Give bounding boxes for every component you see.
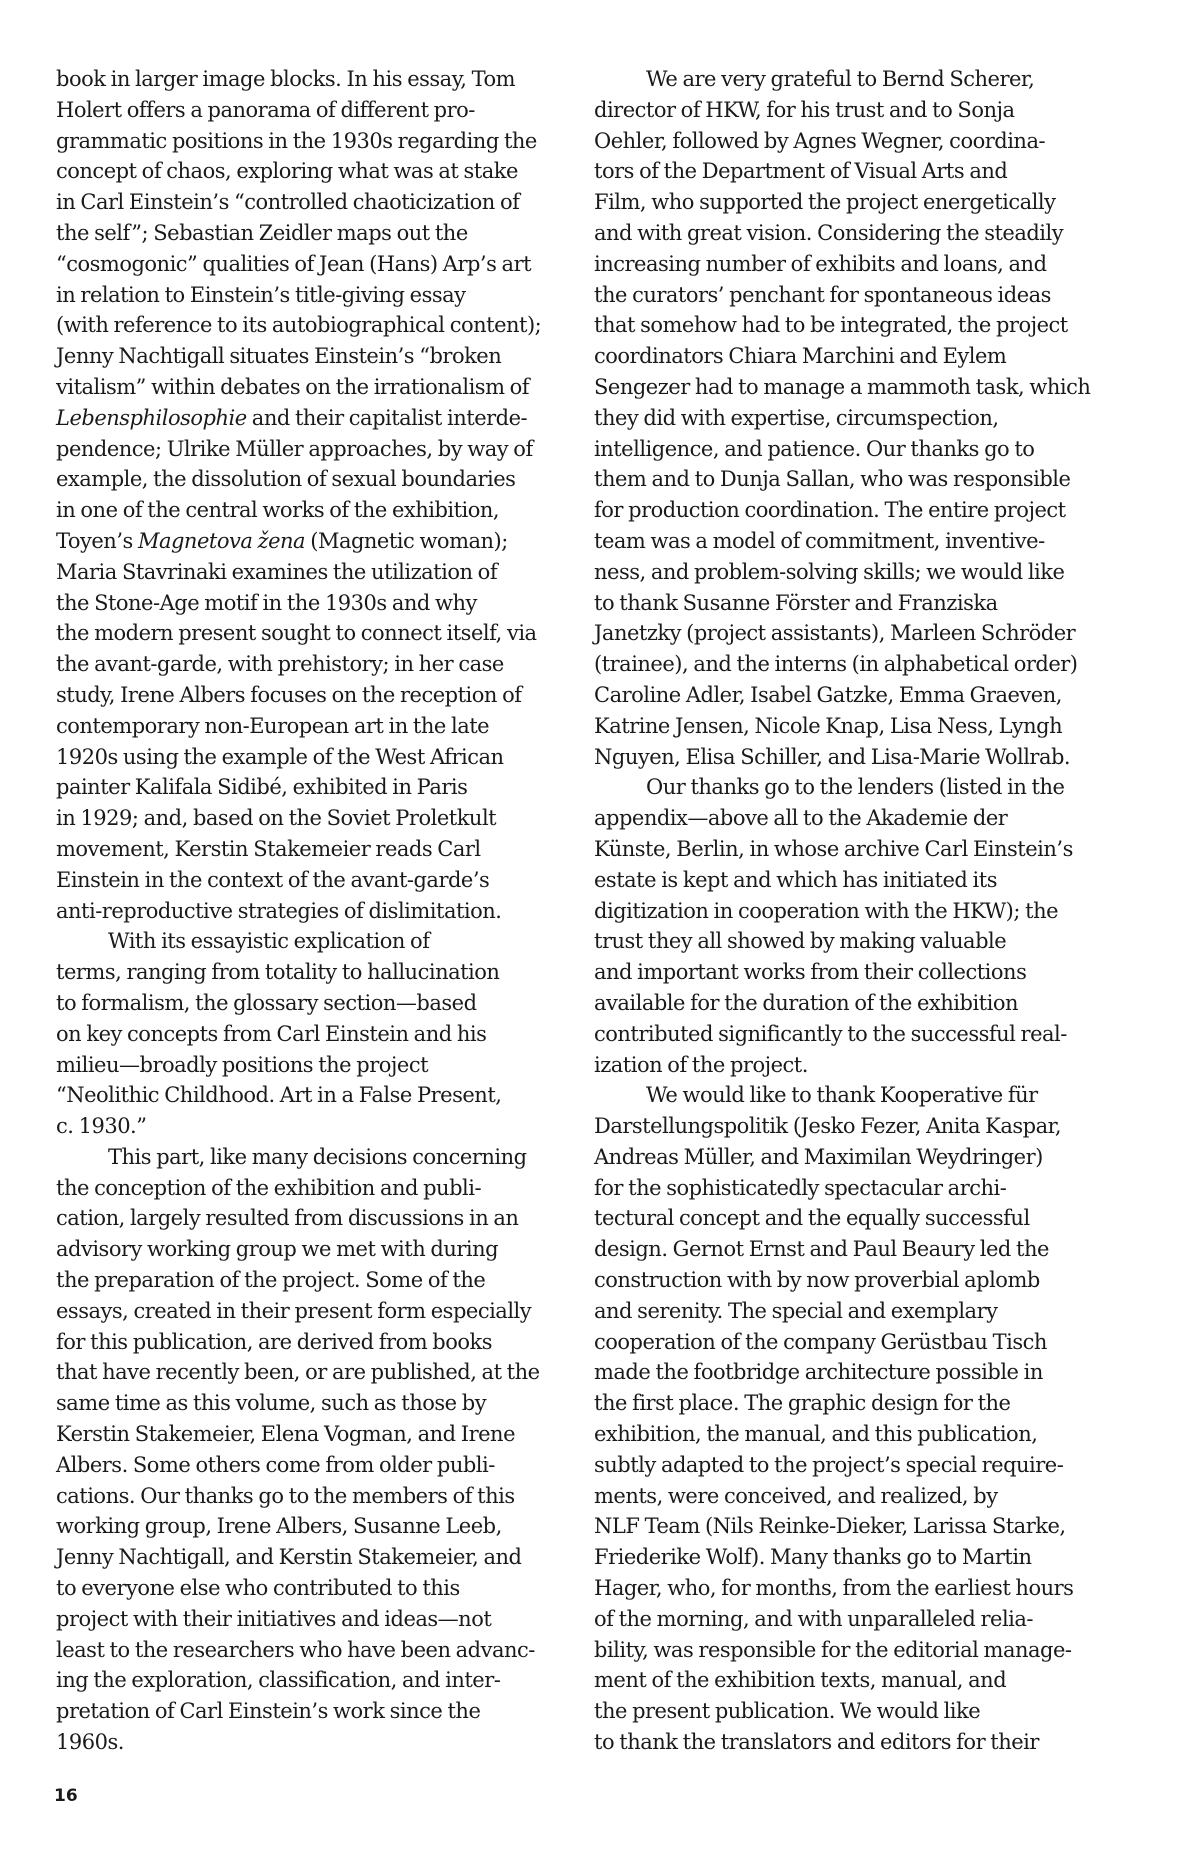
text-line: study, Irene Albers focuses on the reception of	[56, 682, 522, 707]
text-line: Hager, who, for months, from the earliest hours	[594, 1576, 1074, 1601]
line-text: and their capitalist interde-	[246, 405, 528, 430]
text-line: same time as this volume, such as those by	[56, 1391, 487, 1416]
text-line: trust they all showed by making valuable	[594, 929, 1007, 954]
text-line: to formalism, the glossary section—based	[56, 990, 477, 1015]
text-line: Friederike Wolf). Many thanks go to Martin	[594, 1545, 1032, 1570]
text-line: for the sophisticatedly spectacular archi-	[594, 1175, 1007, 1200]
text-line: them and to Dunja Sallan, who was responsible	[594, 467, 1071, 492]
text-line: the curators’ penchant for spontaneous ideas	[594, 282, 1051, 307]
text-line: and serenity. The special and exemplary	[594, 1298, 998, 1323]
text-line: Einstein in the context of the avant-garde’s	[56, 867, 490, 892]
text-line: the Stone-Age motif in the 1930s and why	[56, 590, 477, 615]
text-line: the self”; Sebastian Zeidler maps out the	[56, 220, 468, 245]
page-number: 16	[54, 1786, 78, 1806]
left-text-column	[56, 64, 568, 1758]
text-line: in 1929; and, based on the Soviet Proletkult	[56, 806, 497, 831]
text-line: Sengezer had to manage a mammoth task, which	[594, 374, 1091, 399]
text-line: least to the researchers who have been advanc-	[56, 1637, 535, 1662]
text-line: tectural concept and the equally successful	[594, 1206, 1030, 1231]
text-line: contemporary non-European art in the late	[56, 713, 490, 738]
text-line: ization of the project.	[594, 1052, 808, 1077]
text-line: pendence; Ulrike Müller approaches, by way of	[56, 436, 533, 461]
italic-term: Lebensphilosophie	[56, 405, 247, 430]
text-line: director of HKW, for his trust and to Sonja	[594, 97, 1015, 122]
text-line: cooperation of the company Gerüstbau Tisch	[594, 1329, 1047, 1354]
right-text-column	[594, 64, 1106, 1758]
text-line: project with their initiatives and ideas—not	[56, 1606, 492, 1631]
text-line: Darstellungspolitik (Jesko Fezer, Anita Kaspar,	[594, 1114, 1061, 1139]
text-line: to thank Susanne Förster and Franziska	[594, 590, 998, 615]
text-line: (trainee), and the interns (in alphabetical order)	[594, 652, 1078, 677]
text-line: We are very grateful to Bernd Scherer,	[646, 67, 1035, 91]
text-line: intelligence, and patience. Our thanks go to	[594, 436, 1035, 461]
text-line: Künste, Berlin, in whose archive Carl Einstein’s	[594, 836, 1073, 861]
text-line: in Carl Einstein’s “controlled chaoticization of	[56, 190, 520, 215]
text-line: digitization in cooperation with the HKW); the	[594, 898, 1059, 923]
text-line: for production coordination. The entire project	[594, 498, 1066, 523]
text-line: and with great vision. Considering the steadily	[594, 220, 1064, 245]
text-line: the present publication. We would like	[594, 1699, 981, 1724]
text-line: bility, was responsible for the editorial manage-	[594, 1637, 1072, 1662]
text-line: cation, largely resulted from discussions in an	[56, 1206, 519, 1231]
text-line: estate is kept and which has initiated its	[594, 867, 997, 892]
text-line: for this publication, are derived from books	[56, 1329, 493, 1354]
text-line: Kerstin Stakemeier, Elena Vogman, and Irene	[56, 1422, 515, 1447]
text-line: terms, ranging from totality to hallucination	[56, 960, 500, 985]
text-line: Jenny Nachtigall situates Einstein’s “broken	[56, 344, 502, 369]
text-line: Oehler, followed by Agnes Wegner, coordina-	[594, 128, 1046, 153]
text-line: Film, who supported the project energetically	[594, 190, 1056, 215]
text-line: Holert offers a panorama of different pro-	[56, 97, 475, 122]
text-line	[56, 526, 568, 557]
text-line: that have recently been, or are published, at the	[56, 1360, 540, 1385]
text-line: We would like to thank Kooperative für	[646, 1083, 1038, 1108]
text-line: anti-reproductive strategies of dislimitation.	[56, 898, 502, 923]
text-line: of the morning, and with unparalleled relia-	[594, 1606, 1034, 1631]
text-line: grammatic positions in the 1930s regarding the	[56, 128, 537, 153]
text-line: in one of the central works of the exhibition,	[56, 498, 500, 523]
text-line: vitalism” within debates on the irrationalism of	[56, 374, 530, 399]
text-line: essays, created in their present form especially	[56, 1298, 532, 1323]
text-line: Albers. Some others come from older publi-	[56, 1452, 495, 1477]
italic-title: Magnetova žena	[137, 528, 306, 553]
text-line: Katrine Jensen, Nicole Knap, Lisa Ness, Lyngh	[594, 713, 1063, 738]
text-line: book in larger image blocks. In his essay, Tom	[56, 67, 516, 91]
text-line: and important works from their collections	[594, 960, 1027, 985]
text-line: (with reference to its autobiographical content);	[56, 313, 542, 338]
text-line: Caroline Adler, Isabel Gatzke, Emma Graeven,	[594, 682, 1062, 707]
text-line: contributed significantly to the successful real-	[594, 1021, 1067, 1046]
text-line: design. Gernot Ernst and Paul Beaury led the	[594, 1237, 1049, 1262]
text-line: ments, were conceived, and realized, by	[594, 1483, 998, 1508]
text-line: This part, like many decisions concerning	[108, 1144, 527, 1169]
text-line: ment of the exhibition texts, manual, and	[594, 1668, 1007, 1693]
text-line: available for the duration of the exhibition	[594, 990, 1018, 1015]
text-line: c. 1930.”	[56, 1114, 147, 1139]
text-line: team was a model of commitment, inventive-	[594, 528, 1045, 553]
text-line: they did with expertise, circumspection,	[594, 405, 999, 430]
text-line: NLF Team (Nils Reinke-Dieker, Larissa Starke,	[594, 1514, 1066, 1539]
text-line: tors of the Department of Visual Arts and	[594, 159, 1008, 184]
text-line: Nguyen, Elisa Schiller, and Lisa-Marie Wollrab.	[594, 744, 1071, 769]
text-line: concept of chaos, exploring what was at stake	[56, 159, 518, 184]
text-line: the modern present sought to connect itself, via	[56, 621, 537, 646]
text-line: example, the dissolution of sexual boundaries	[56, 467, 516, 492]
text-line: on key concepts from Carl Einstein and his	[56, 1021, 487, 1046]
line-text: (Magnetic woman);	[305, 528, 508, 553]
text-line	[56, 403, 568, 434]
text-line: the conception of the exhibition and publi-	[56, 1175, 482, 1200]
text-line: Andreas Müller, and Maximilan Weydringer)	[594, 1144, 1043, 1169]
text-line: ness, and problem-solving skills; we would like	[594, 559, 1065, 584]
text-line: the avant-garde, with prehistory; in her case	[56, 652, 504, 677]
text-line: milieu—broadly positions the project	[56, 1052, 429, 1077]
text-line: the preparation of the project. Some of the	[56, 1268, 486, 1293]
line-text: Toyen’s	[56, 528, 138, 553]
text-line: that somehow had to be integrated, the project	[594, 313, 1068, 338]
text-line: coordinators Chiara Marchini and Eylem	[594, 344, 1007, 369]
text-line: 1960s.	[56, 1730, 124, 1755]
text-line: Our thanks go to the lenders (listed in the	[646, 775, 1065, 800]
text-line: in relation to Einstein’s title-giving essay	[56, 282, 466, 307]
text-line: advisory working group we met with during	[56, 1237, 499, 1262]
text-line: ing the exploration, classification, and inter-	[56, 1668, 501, 1693]
text-line: “Neolithic Childhood. Art in a False Present,	[56, 1083, 502, 1108]
text-line: cations. Our thanks go to the members of this	[56, 1483, 515, 1508]
text-line: made the footbridge architecture possible in	[594, 1360, 1043, 1385]
text-line: working group, Irene Albers, Susanne Leeb,	[56, 1514, 502, 1539]
text-line: Janetzky (project assistants), Marleen Schröder	[594, 621, 1076, 646]
text-line: painter Kalifala Sidibé, exhibited in Paris	[56, 775, 468, 800]
text-line: With its essayistic explication of	[108, 929, 430, 954]
text-line: “cosmogonic” qualities of Jean (Hans) Arp’s art	[56, 251, 532, 276]
text-line: construction with by now proverbial aplomb	[594, 1268, 1040, 1293]
text-line: to everyone else who contributed to this	[56, 1576, 460, 1601]
text-line: the first place. The graphic design for the	[594, 1391, 1011, 1416]
text-line: appendix—above all to the Akademie der	[594, 806, 1008, 831]
text-line: exhibition, the manual, and this publication,	[594, 1422, 1038, 1447]
text-line: pretation of Carl Einstein’s work since the	[56, 1699, 481, 1724]
text-line: Jenny Nachtigall, and Kerstin Stakemeier, and	[56, 1545, 522, 1570]
text-line: to thank the translators and editors for their	[594, 1730, 1039, 1755]
text-line: increasing number of exhibits and loans, and	[594, 251, 1047, 276]
text-line: Maria Stavrinaki examines the utilization of	[56, 559, 498, 584]
text-line: 1920s using the example of the West African	[56, 744, 504, 769]
text-line: movement, Kerstin Stakemeier reads Carl	[56, 836, 481, 861]
text-line: subtly adapted to the project’s special require-	[594, 1452, 1064, 1477]
